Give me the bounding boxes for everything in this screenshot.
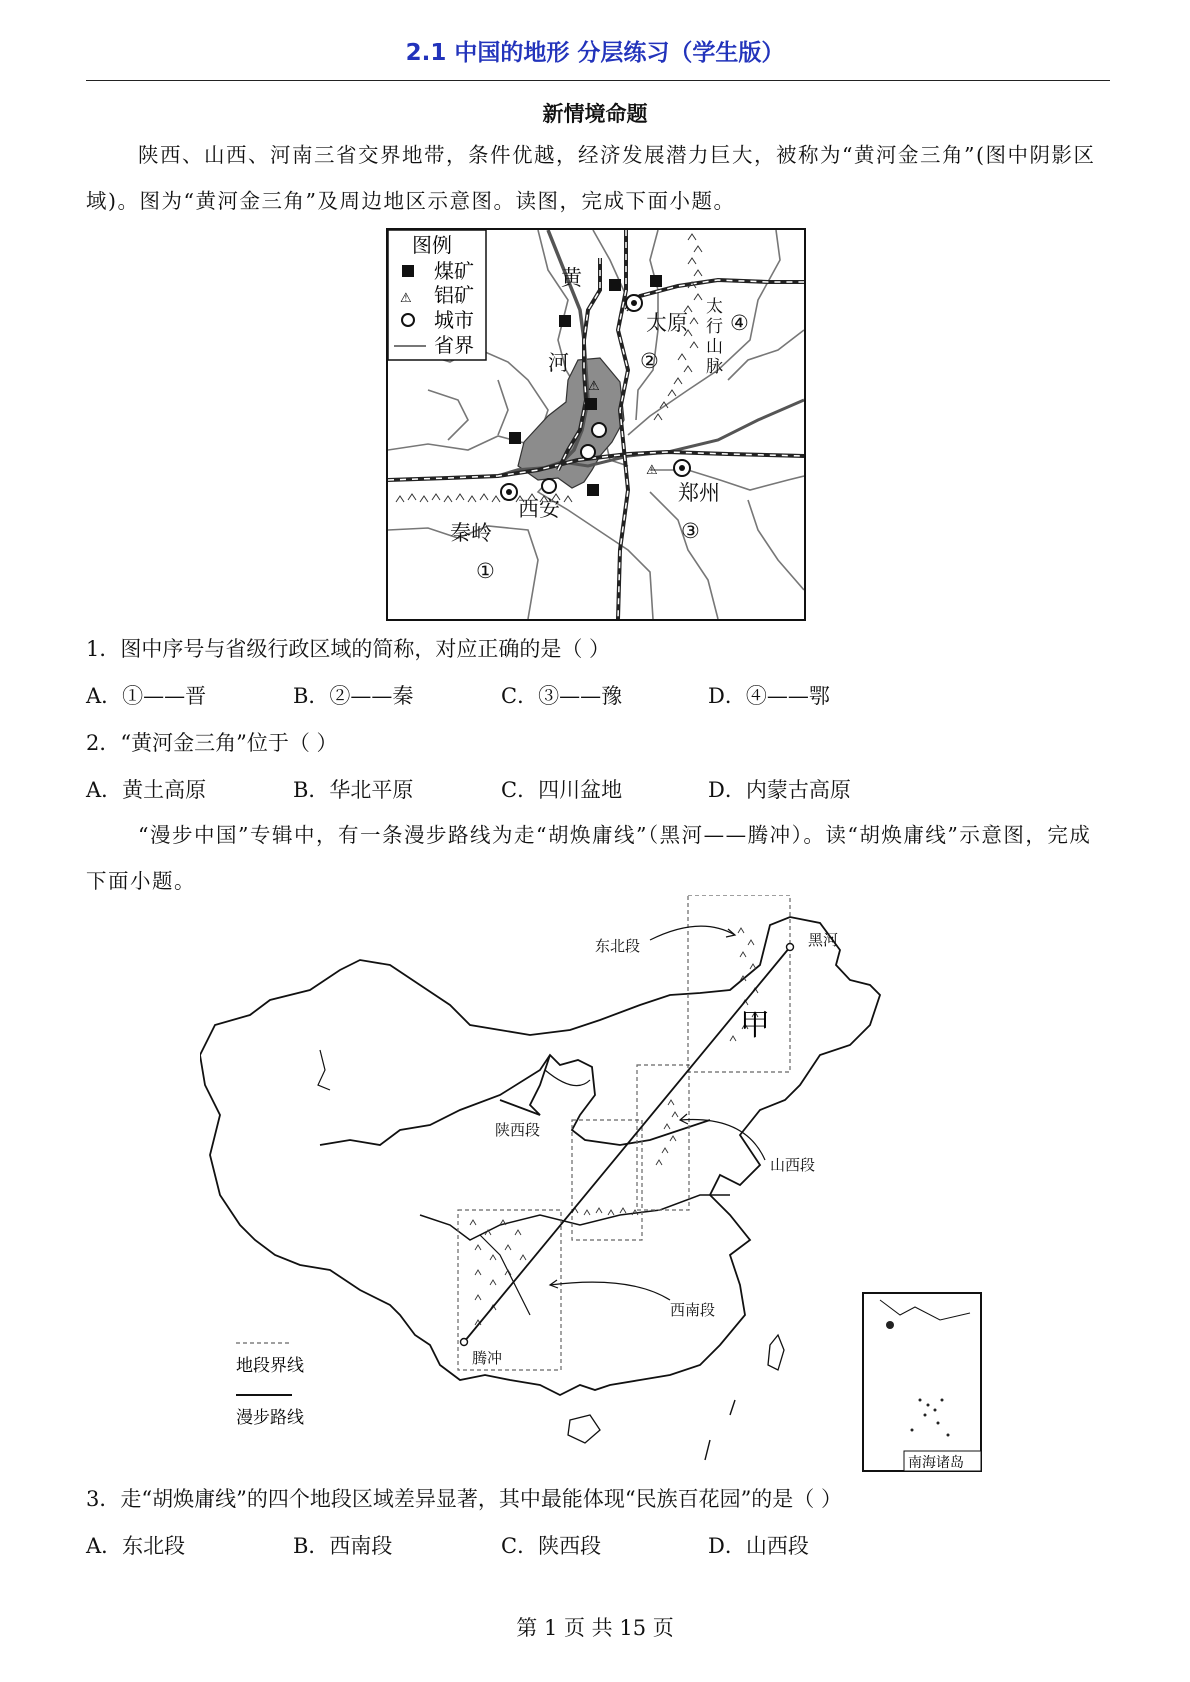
question-2-stem: 2．“黄河金三角”位于（ ） [86,731,338,755]
label-shaanxi: 陕西段 [495,1121,541,1139]
tengchong-point [461,1339,468,1346]
legend-title: 图例 [412,233,452,257]
label-jia: 甲 [740,1008,770,1043]
legend-coal: 煤矿 [434,259,474,283]
label-huang: 黄 [561,266,582,290]
label-northeast: 东北段 [595,937,641,955]
q2-option-a[interactable]: A．黄土高原 [86,778,207,802]
header-divider [86,80,1110,81]
section-title: 新情境命题 [542,101,648,126]
aluminium-legend-icon: ⚠ [400,291,412,306]
q3-option-a[interactable]: A．东北段 [86,1534,186,1558]
label-tengchong: 腾冲 [472,1349,503,1367]
page-footer: 第 1 页 共 15 页 [516,1616,674,1640]
label-zhengzhou: 郑州 [678,481,720,505]
q2-option-b[interactable]: B．华北平原 [293,778,414,802]
coal-legend-icon [402,265,414,277]
legend-city: 城市 [434,308,474,332]
svg-text:⚠: ⚠ [646,463,658,478]
label-shanxi: 山西段 [770,1156,816,1174]
label-xian: 西安 [518,497,560,521]
inset-label: 南海诸岛 [908,1455,964,1471]
label-shan: 山 [706,337,723,357]
label-he: 河 [548,351,569,375]
label-hang: 行 [706,317,723,337]
label-taiyuan: 太原 [646,311,688,335]
south-china-sea-inset [863,1293,981,1471]
heihe-point [787,944,794,951]
intro-paragraph-1: 陕西、山西、河南三省交界地带，条件优越，经济发展潜力巨大，被称为“黄河金三角”(图中阴影区域)。图为“黄河金三角”及周边地区示意图。读图，完成下面小题。 [86,143,1096,213]
svg-text:⚠: ⚠ [588,379,600,394]
label-mai: 脉 [706,357,723,377]
label-qinling: 秦岭 [450,521,492,545]
label-n1: ① [476,559,495,583]
q1-option-b[interactable]: B．②——秦 [293,684,414,708]
label-n4: ④ [730,311,749,335]
label-n2: ② [640,349,659,373]
question-3-stem: 3．走“胡焕庸线”的四个地段区域差异显著，其中最能体现“民族百花园”的是（ ） [86,1487,842,1511]
label-southwest: 西南段 [670,1301,716,1319]
q1-option-d[interactable]: D．④——鄂 [708,684,830,708]
label-tai: 太 [706,297,723,317]
legend-boundary: 省界 [434,333,474,357]
intro-paragraph-2: “漫步中国”专辑中，有一条漫步路线为走“胡焕庸线”（黑河——腾冲）。读“胡焕庸线”示意图，完成下面小题。 [86,823,1092,893]
q3-option-c[interactable]: C．陕西段 [501,1534,602,1558]
label-heihe: 黑河 [808,931,839,949]
page-header-title: 2.1 中国的地形 分层练习（学生版） [405,40,785,66]
hu-line-map [200,895,990,1475]
q3-option-d[interactable]: D．山西段 [708,1534,809,1558]
q2-option-d[interactable]: D．内蒙古高原 [708,778,851,802]
legend-route: 漫步路线 [236,1408,304,1428]
q3-option-b[interactable]: B．西南段 [293,1534,393,1558]
q1-option-c[interactable]: C．③——豫 [501,684,623,708]
q1-option-a[interactable]: A．①——晋 [86,684,207,708]
city-legend-icon [402,314,414,326]
legend-segment: 地段界线 [236,1356,304,1376]
q2-option-c[interactable]: C．四川盆地 [501,778,623,802]
golden-triangle-map [386,228,806,621]
legend-aluminium: 铝矿 [434,283,474,307]
label-n3: ③ [681,519,700,543]
question-1-stem: 1．图中序号与省级行政区域的简称，对应正确的是（ ） [86,637,611,661]
